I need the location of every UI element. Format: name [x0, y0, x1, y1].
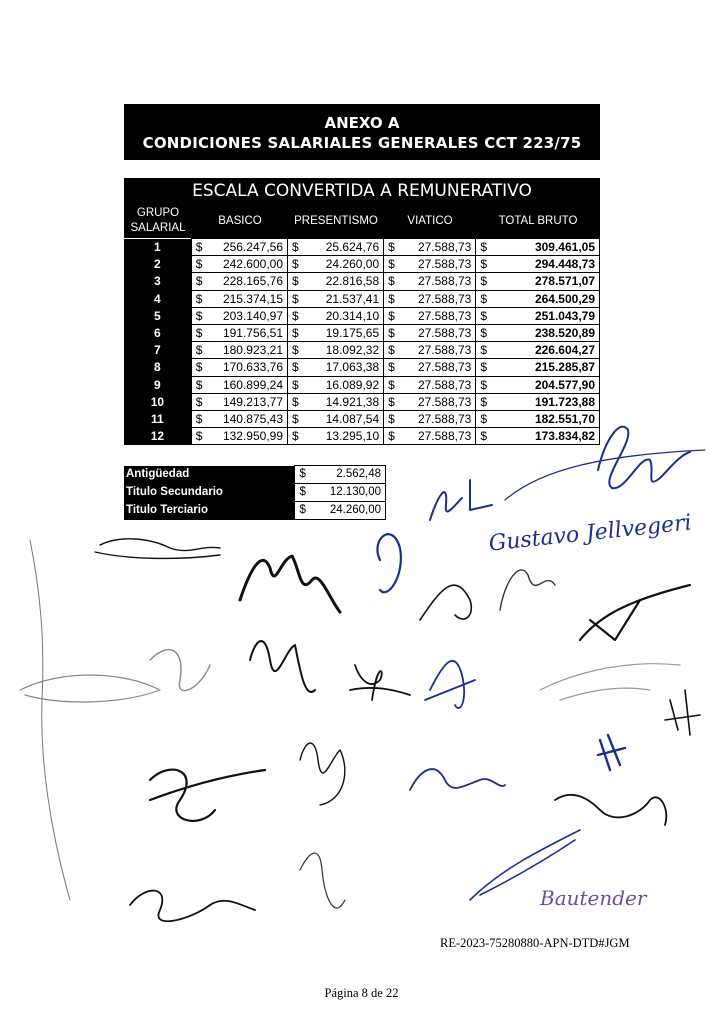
- presentismo-cell: [288, 290, 384, 307]
- viatico-cell: [384, 342, 476, 359]
- basico-amount: 132.950,99: [222, 429, 284, 444]
- table-row: [124, 256, 600, 273]
- viatico-amount: 27.588,73: [417, 394, 472, 409]
- basico-amount: 160.899,24: [222, 377, 284, 392]
- signature-5: [240, 556, 340, 612]
- total-amount: 251.043,79: [534, 308, 595, 323]
- signature-9: [580, 585, 690, 640]
- annex-subtitle: CONDICIONES SALARIALES GENERALES CCT 223/75: [142, 134, 582, 152]
- basico-amount: 215.374,15: [222, 291, 284, 306]
- basico-cell: [191, 256, 287, 273]
- grupo-cell: 8: [124, 359, 191, 376]
- signature-13: [250, 641, 315, 692]
- currency-symbol: $: [480, 377, 488, 392]
- presentismo-cell: [288, 256, 384, 273]
- viatico-cell: [384, 273, 476, 290]
- basico-cell: [191, 359, 287, 376]
- currency-symbol: $: [480, 411, 488, 426]
- grupo-cell: 2: [124, 256, 191, 273]
- presentismo-cell: [288, 376, 384, 393]
- presentismo-cell: [288, 428, 384, 445]
- currency-symbol: $: [292, 343, 299, 358]
- signature-16: [540, 664, 680, 700]
- total-cell: [476, 359, 600, 376]
- currency-symbol: $: [292, 308, 299, 323]
- viatico-amount: 27.588,73: [417, 360, 472, 375]
- presentismo-cell: [288, 410, 384, 427]
- extra-value-cell: [295, 484, 386, 502]
- total-amount: 294.448,73: [534, 257, 595, 272]
- currency-symbol: $: [195, 325, 203, 340]
- signature-19: [150, 770, 265, 821]
- signature-8: [500, 570, 555, 610]
- currency-symbol: $: [292, 429, 299, 444]
- viatico-cell: [384, 307, 476, 324]
- currency-symbol: $: [299, 468, 306, 480]
- currency-symbol: $: [195, 343, 203, 358]
- total-amount: 226.604,27: [534, 343, 595, 358]
- currency-symbol: $: [292, 291, 299, 306]
- presentismo-cell: [288, 324, 384, 341]
- viatico-amount: 27.588,73: [417, 274, 472, 289]
- presentismo-amount: 25.624,76: [325, 240, 380, 255]
- viatico-amount: 27.588,73: [417, 429, 472, 444]
- currency-symbol: $: [480, 257, 488, 272]
- total-amount: 191.723,88: [534, 394, 595, 409]
- currency-symbol: $: [480, 274, 488, 289]
- viatico-cell: [384, 359, 476, 376]
- grupo-cell: 1: [124, 239, 191, 256]
- viatico-cell: [384, 290, 476, 307]
- table-row: [124, 290, 600, 307]
- annex-header: [124, 104, 600, 160]
- signature-15: [425, 661, 475, 708]
- table-row: [124, 393, 600, 410]
- table-row: [124, 239, 600, 256]
- currency-symbol: $: [480, 360, 488, 375]
- viatico-amount: 27.588,73: [417, 377, 472, 392]
- signature-10: [30, 540, 70, 900]
- presentismo-amount: 20.314,10: [325, 308, 380, 323]
- viatico-amount: 27.588,73: [417, 326, 472, 341]
- viatico-cell: [384, 410, 476, 427]
- extra-label: Titulo Terciario: [124, 502, 295, 520]
- total-cell: [476, 290, 600, 307]
- extra-row: [124, 484, 386, 502]
- currency-symbol: $: [388, 257, 395, 272]
- presentismo-amount: 13.295,10: [325, 429, 380, 444]
- signature-2: [505, 450, 705, 500]
- currency-symbol: $: [195, 240, 203, 254]
- grupo-cell: 11: [124, 410, 191, 427]
- total-amount: 204.577,90: [534, 377, 595, 392]
- presentismo-amount: 19.175,65: [325, 326, 380, 341]
- signature-6: [377, 534, 400, 592]
- currency-symbol: $: [292, 411, 299, 426]
- extra-label: Antigüedad: [124, 466, 295, 484]
- basico-cell: [191, 410, 287, 427]
- currency-symbol: $: [388, 411, 395, 426]
- presentismo-amount: 17.063,38: [325, 360, 380, 375]
- extra-label: Titulo Secundario: [124, 484, 295, 502]
- basico-amount: 242.600,00: [222, 257, 284, 272]
- table-row: [124, 428, 600, 445]
- basico-amount: 256.247,56: [222, 240, 284, 255]
- grupo-cell: 5: [124, 307, 191, 324]
- presentismo-cell: [288, 359, 384, 376]
- signature-handwriting-1: Gustavo Jellvegeri: [487, 510, 693, 557]
- page-number: Página 8 de 22: [324, 986, 399, 1000]
- grupo-cell: 10: [124, 393, 191, 410]
- viatico-cell: [384, 256, 476, 273]
- additional-items-table: [124, 465, 386, 520]
- viatico-cell: [384, 324, 476, 341]
- table-row: [124, 324, 600, 341]
- extra-amount: 12.130,00: [329, 486, 381, 498]
- currency-symbol: $: [195, 394, 203, 409]
- signature-4: [95, 539, 220, 559]
- basico-amount: 180.923,21: [222, 343, 284, 358]
- presentismo-amount: 16.089,92: [325, 377, 380, 392]
- currency-symbol: $: [388, 360, 395, 375]
- basico-amount: 203.140,97: [222, 308, 284, 323]
- table-row: [124, 359, 600, 376]
- grupo-cell: 3: [124, 273, 191, 290]
- presentismo-amount: 14.087,54: [325, 411, 380, 426]
- currency-symbol: $: [480, 325, 488, 340]
- currency-symbol: $: [292, 257, 299, 272]
- currency-symbol: $: [292, 274, 299, 289]
- extra-row: [124, 466, 386, 484]
- grupo-cell: 6: [124, 324, 191, 341]
- total-cell: [476, 239, 600, 256]
- signature-17: [665, 690, 700, 735]
- currency-symbol: $: [292, 240, 299, 254]
- viatico-cell: [384, 376, 476, 393]
- currency-symbol: $: [292, 377, 299, 392]
- grupo-cell: 9: [124, 376, 191, 393]
- extra-row: [124, 502, 386, 520]
- basico-cell: [191, 428, 287, 445]
- currency-symbol: $: [480, 240, 488, 254]
- viatico-cell: [384, 428, 476, 445]
- header-total-bruto: TOTAL BRUTO: [476, 204, 600, 238]
- total-cell: [476, 256, 600, 273]
- currency-symbol: $: [388, 274, 395, 289]
- annex-title: ANEXO A: [324, 114, 400, 132]
- header-presentismo: PRESENTISMO: [288, 204, 384, 238]
- basico-amount: 170.633,76: [222, 360, 284, 375]
- total-amount: 238.520,89: [534, 326, 595, 341]
- currency-symbol: $: [299, 504, 306, 516]
- total-amount: 309.461,05: [534, 240, 595, 255]
- signature-handwriting-2: Bautender: [540, 886, 647, 910]
- table-row: [124, 307, 600, 324]
- header-viatico: VIATICO: [384, 204, 476, 238]
- presentismo-amount: 18.092,32: [325, 343, 380, 358]
- signature-12: [150, 650, 210, 691]
- basico-amount: 149.213,77: [222, 394, 284, 409]
- basico-cell: [191, 290, 287, 307]
- basico-amount: 140.875,43: [222, 411, 284, 426]
- grupo-cell: 4: [124, 290, 191, 307]
- currency-symbol: $: [480, 394, 488, 409]
- extra-value-cell: [295, 466, 386, 484]
- viatico-cell: [384, 239, 476, 256]
- header-grupo-salarial: GRUPO SALARIAL: [124, 204, 192, 238]
- total-cell: [476, 342, 600, 359]
- currency-symbol: $: [299, 486, 306, 498]
- table-row: [124, 410, 600, 427]
- extra-value-cell: [295, 502, 386, 520]
- currency-symbol: $: [195, 411, 203, 426]
- signature-21: [410, 769, 505, 790]
- total-cell: [476, 393, 600, 410]
- basico-cell: [191, 307, 287, 324]
- presentismo-amount: 24.260,00: [325, 257, 380, 272]
- total-cell: [476, 324, 600, 341]
- basico-amount: 191.756,51: [222, 326, 284, 341]
- currency-symbol: $: [195, 429, 203, 444]
- signature-20: [300, 743, 345, 805]
- currency-symbol: $: [195, 291, 203, 306]
- viatico-amount: 27.588,73: [417, 308, 472, 323]
- presentismo-cell: [288, 393, 384, 410]
- basico-cell: [191, 342, 287, 359]
- grupo-cell: 7: [124, 342, 191, 359]
- currency-symbol: $: [388, 291, 395, 306]
- presentismo-cell: [288, 342, 384, 359]
- presentismo-cell: [288, 307, 384, 324]
- total-cell: [476, 307, 600, 324]
- currency-symbol: $: [292, 394, 299, 409]
- presentismo-cell: [288, 239, 384, 256]
- signature-7: [420, 585, 471, 620]
- presentismo-cell: [288, 273, 384, 290]
- basico-cell: [191, 393, 287, 410]
- presentismo-amount: 21.537,41: [325, 291, 380, 306]
- grupo-cell: 12: [124, 428, 191, 445]
- viatico-amount: 27.588,73: [417, 240, 472, 255]
- table-row: [124, 376, 600, 393]
- currency-symbol: $: [388, 308, 395, 323]
- basico-cell: [191, 273, 287, 290]
- total-amount: 182.551,70: [534, 411, 595, 426]
- viatico-amount: 27.588,73: [417, 257, 472, 272]
- signature-11: [20, 675, 160, 702]
- signature-14: [350, 665, 410, 700]
- viatico-cell: [384, 393, 476, 410]
- total-cell: [476, 376, 600, 393]
- currency-symbol: $: [195, 274, 203, 289]
- currency-symbol: $: [388, 325, 395, 340]
- total-cell: [476, 428, 600, 445]
- total-cell: [476, 273, 600, 290]
- currency-symbol: $: [480, 343, 488, 358]
- viatico-amount: 27.588,73: [417, 411, 472, 426]
- basico-cell: [191, 239, 287, 256]
- viatico-amount: 27.588,73: [417, 343, 472, 358]
- currency-symbol: $: [195, 360, 203, 375]
- signature-22: [555, 795, 666, 825]
- basico-cell: [191, 376, 287, 393]
- viatico-amount: 27.588,73: [417, 291, 472, 306]
- currency-symbol: $: [195, 308, 203, 323]
- currency-symbol: $: [292, 360, 299, 375]
- table-row: [124, 273, 600, 290]
- currency-symbol: $: [480, 308, 488, 323]
- total-amount: 173.834,82: [534, 429, 595, 444]
- currency-symbol: $: [388, 240, 395, 254]
- total-cell: [476, 410, 600, 427]
- signature-25: [300, 853, 345, 908]
- signature-24: [130, 891, 255, 922]
- total-amount: 278.571,07: [534, 274, 595, 289]
- document-reference: RE-2023-75280880-APN-DTD#JGM: [440, 936, 630, 950]
- currency-symbol: $: [480, 429, 488, 444]
- currency-symbol: $: [195, 257, 203, 272]
- extra-amount: 2.562,48: [336, 468, 381, 480]
- signature-1: [598, 427, 690, 489]
- total-amount: 264.500,29: [534, 291, 595, 306]
- currency-symbol: $: [480, 291, 488, 306]
- salary-scale-table: [124, 238, 600, 445]
- currency-symbol: $: [388, 394, 395, 409]
- currency-symbol: $: [292, 325, 299, 340]
- signature-23: [470, 830, 580, 900]
- currency-symbol: $: [388, 429, 395, 444]
- table-row: [124, 342, 600, 359]
- currency-symbol: $: [195, 377, 203, 392]
- signature-18: [598, 735, 625, 770]
- total-amount: 215.285,87: [534, 360, 595, 375]
- presentismo-amount: 14.921,38: [325, 394, 380, 409]
- header-basico: BASICO: [192, 204, 288, 238]
- extra-amount: 24.260,00: [329, 504, 381, 516]
- currency-symbol: $: [388, 343, 395, 358]
- basico-cell: [191, 324, 287, 341]
- signature-3: [430, 480, 492, 520]
- basico-amount: 228.165,76: [222, 274, 284, 289]
- scale-title: ESCALA CONVERTIDA A REMUNERATIVO: [124, 178, 600, 204]
- presentismo-amount: 22.816,58: [325, 274, 380, 289]
- currency-symbol: $: [388, 377, 395, 392]
